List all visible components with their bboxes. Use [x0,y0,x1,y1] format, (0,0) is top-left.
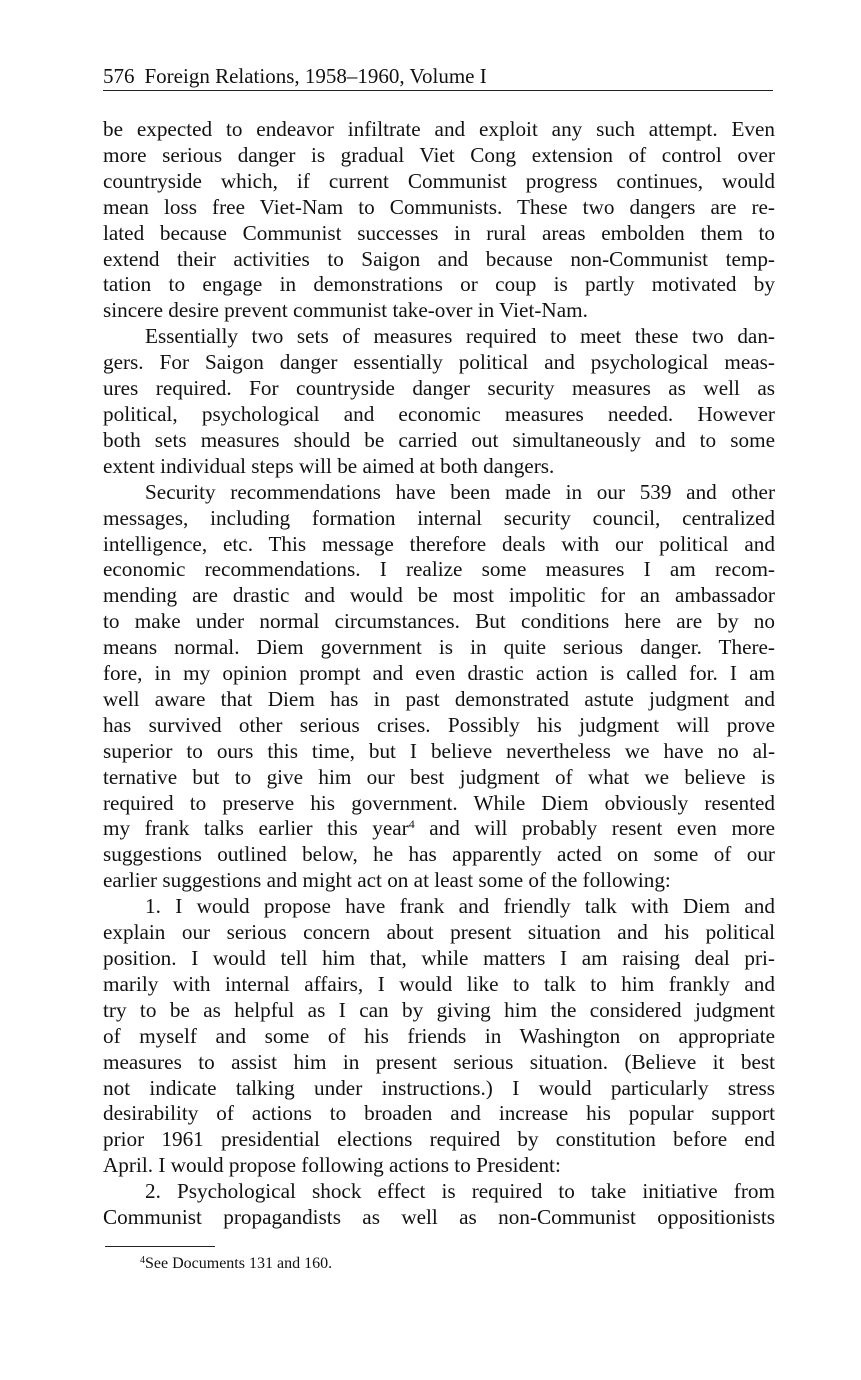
text-line: 1. I would propose have frank and friendly talk with Diem and [145,894,775,919]
text-line: position. I would tell him that, while matters I am raising deal pri- [103,946,775,970]
footnote-text: See Documents 131 and 160. [145,1255,333,1272]
text-line: mending are drastic and would be most impolitic for an ambassador [103,583,775,608]
text-line: 2. Psychological shock effect is required to take initiative from [145,1179,775,1204]
text-line: well aware that Diem has in past demonstrated astute judgment and [103,686,775,711]
footnote [140,1254,332,1274]
text-line: sincere desire prevent communist take-over in Viet-Nam. [103,298,588,323]
body-text [103,117,775,1231]
page-number: 576 [103,64,135,88]
text-line: more serious danger is gradual Viet Cong extension of control over [103,142,775,167]
footnote-divider [105,1246,215,1247]
text-line: suggestions outlined below, he has apparently acted on some of our [103,842,775,867]
text-line: political, psychological and economic measures needed. However [103,401,775,426]
text-line: superior to ours this time, but I believe nevertheless we have no al- [103,738,775,763]
text-line: extend their activities to Saigon and because non-Communist temp- [103,246,775,271]
text-line: countryside which, if current Communist progress continues, would [103,168,775,193]
text-line: required to preserve his government. While Diem obviously resented [103,790,775,815]
text-line: extent individual steps will be aimed at both dangers. [103,453,555,478]
text-line: both sets measures should be carried out simultaneously and to some [103,427,775,452]
text-line: lated because Communist successes in rural areas embolden them to [103,220,775,245]
text-line: ternative but to give him our best judgment of what we believe is [103,764,775,789]
text-line: ures required. For countryside danger security measures as well as [103,376,775,401]
text-line: desirability of actions to broaden and increase his popular support [103,1101,775,1126]
footnote-reference[interactable]: 4 [408,817,415,832]
text-line: gers. For Saigon danger essentially political and psychological meas- [103,350,775,375]
text-line: prior 1961 presidential elections required by constitution before end [103,1127,775,1152]
text-segment: my frank talks earlier this year [103,816,409,841]
paragraph-5 [103,1179,775,1231]
text-line: messages, including formation internal security council, centralized [103,505,775,530]
text-line-with-footnote [103,816,775,842]
running-head [103,64,773,91]
volume-title: Foreign Relations, 1958–1960, Volume I [144,64,487,88]
text-line: measures to assist him in present serious situation. (Believe it best [103,1049,775,1074]
text-line: of myself and some of his friends in Washington on appropriate [103,1023,775,1048]
paragraph-4 [103,894,775,1179]
text-line: to make under normal circumstances. But conditions here are by no [103,609,775,634]
text-line: economic recommendations. I realize some measures I am recom- [103,557,775,582]
text-line: tation to engage in demonstrations or coup is partly motivated by [103,272,775,297]
text-line: April. I would propose following actions to President: [103,1153,561,1178]
paragraph-1 [103,117,775,324]
text-line: marily with internal affairs, I would like to talk to him frankly and [103,971,775,996]
text-line: fore, in my opinion prompt and even drastic action is called for. I am [103,661,775,686]
footnote-marker: 4 [140,1255,145,1266]
text-line: intelligence, etc. This message therefore deals with our political and [103,531,775,556]
text-line: try to be as helpful as I can by giving him the considered judgment [103,997,775,1022]
text-line: Essentially two sets of measures required to meet these two dan- [145,324,775,349]
text-segment: and will probably resent even more [414,816,775,841]
text-line: earlier suggestions and might act on at least some of the following: [103,868,671,893]
text-line: Communist propagandists as well as non-Communist oppositionists [103,1205,775,1230]
text-line: Security recommendations have been made in our 539 and other [145,479,775,504]
text-line: be expected to endeavor infiltrate and exploit any such attempt. Even [103,117,775,141]
text-line: means normal. Diem government is in quite serious danger. There- [103,635,775,660]
text-line: mean loss free Viet-Nam to Communists. These two dangers are re- [103,194,775,219]
paragraph-2 [103,324,775,479]
text-line: explain our serious concern about present situation and his political [103,920,775,945]
paragraph-3 [103,480,775,895]
text-line: not indicate talking under instructions.) I would particularly stress [103,1075,775,1100]
text-line: has survived other serious crises. Possibly his judgment will prove [103,712,775,737]
